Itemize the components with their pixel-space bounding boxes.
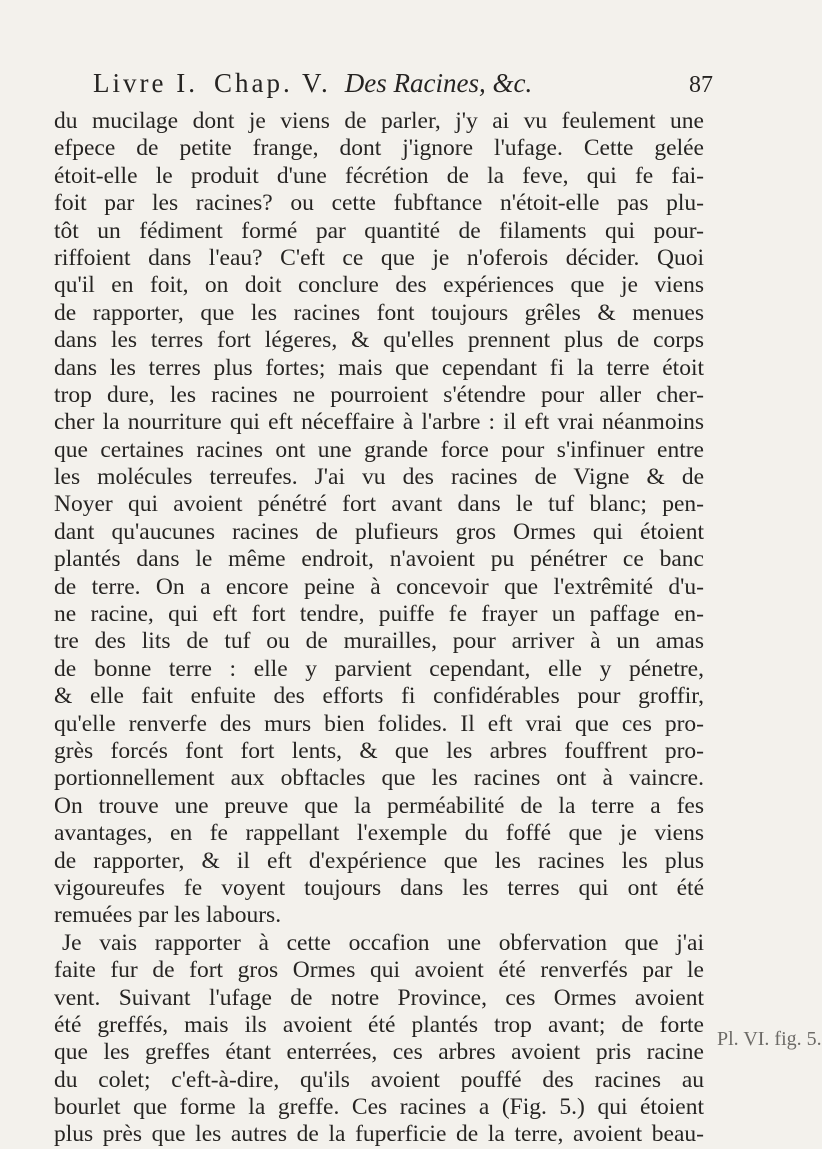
text-line: de rapporter, & il eft d'expérience que les racines les plus [54,847,704,874]
text-line: qu'elle renverfe des murs bien folides. Il eft vrai que ces pro- [54,710,704,737]
text-line: & elle fait enfuite des efforts fi confidérables pour groffir, [54,683,704,710]
text-line: étoit-elle le produit d'une fécrétion de la feve, qui fe fai- [54,162,704,189]
text-line: que certaines racines ont une grande force pour s'infinuer entre [54,436,704,463]
text-line: bourlet que forme la greffe. Ces racines a (Fig. 5.) qui étoient [54,1094,704,1121]
text-line: tôt un fédiment formé par quantité de filaments qui pour- [54,217,704,244]
text-line: foit par les racines? ou cette fubftance n'étoit-elle pas plu- [54,190,704,217]
text-line: cher la nourriture qui eft néceffaire à l'arbre : il eft vrai néanmoins [54,409,704,436]
text-line: plus près que les autres de la fuperficie de la terre, avoient beau- [54,1121,704,1148]
text-line: été greffés, mais ils avoient été plantés trop avant; de forte [54,1011,704,1038]
book-label: Livre I. [93,68,198,98]
text-line: vigoureufes fe voyent toujours dans les terres qui ont été [54,874,704,901]
text-line: de bonne terre : elle y parvient cependant, elle y pénetre, [54,655,704,682]
page-number: 87 [689,72,713,98]
text-line: du mucilage dont je viens de parler, j'y ai vu feulement une [54,108,704,134]
text-line: les molécules terreufes. J'ai vu des racines de Vigne & de [54,464,704,491]
text-line: ne racine, qui eft fort tendre, puiffe fe frayer un paffage en- [54,601,704,628]
chapter-label: Chap. V. [213,68,331,98]
text-line: efpece de petite frange, dont j'ignore l'ufage. Cette gelée [54,135,704,162]
text-line: trop dure, les racines ne pourroient s'étendre pour aller cher- [54,381,704,408]
text-line: plantés dans le même endroit, n'avoient pu pénétrer ce banc [54,546,704,573]
paragraph-end-line: remuées par les labours. [54,902,282,929]
text-line: dant qu'aucunes racines de plufieurs gros Ormes qui étoient [54,518,704,545]
text-line: dans les terres fort légeres, & qu'elles prennent plus de corps [54,327,704,354]
text-line: qu'il en foit, on doit conclure des expériences que je viens [54,272,704,299]
text-line: portionnellement aux obftacles que les racines ont à vaincre. [54,765,704,792]
text-line: faite fur de fort gros Ormes qui avoient été renverfés par le [54,957,704,984]
paragraph-start-line: Je vais rapporter à cette occafion une obfervation que j'ai [62,929,704,956]
margin-note: Pl. VI. fig. 5. [717,1028,822,1050]
text-line: que les greffes étant enterrées, ces arbres avoient pris racine [54,1039,704,1066]
section-title: Des Racines, &c. [344,68,533,98]
text-line: tre des lits de tuf ou de murailles, pour arriver à un amas [54,628,704,655]
text-line: riffoient dans l'eau? C'eft ce que je n'oferois décider. Quoi [54,244,704,271]
text-line: du colet; c'eft-à-dire, qu'ils avoient pouffé des racines au [54,1066,704,1093]
text-line: de rapporter, que les racines font toujours grêles & menues [54,299,704,326]
text-line: On trouve une preuve que la perméabilité de la terre a fes [54,792,704,819]
running-header [93,68,713,104]
text-line: grès forcés font fort lents, & que les arbres fouffrent pro- [54,737,704,764]
text-line: de terre. On a encore peine à concevoir que l'extrêmité d'u- [54,573,704,600]
text-line: avantages, en fe rappellant l'exemple du foffé que je viens [54,820,704,847]
text-line: vent. Suivant l'ufage de notre Province, ces Ormes avoient [54,984,704,1011]
text-line: Noyer qui avoient pénétré fort avant dans le tuf blanc; pen- [54,491,704,518]
body-text [54,108,704,1149]
text-line: dans les terres plus fortes; mais que cependant fi la terre étoit [54,354,704,381]
